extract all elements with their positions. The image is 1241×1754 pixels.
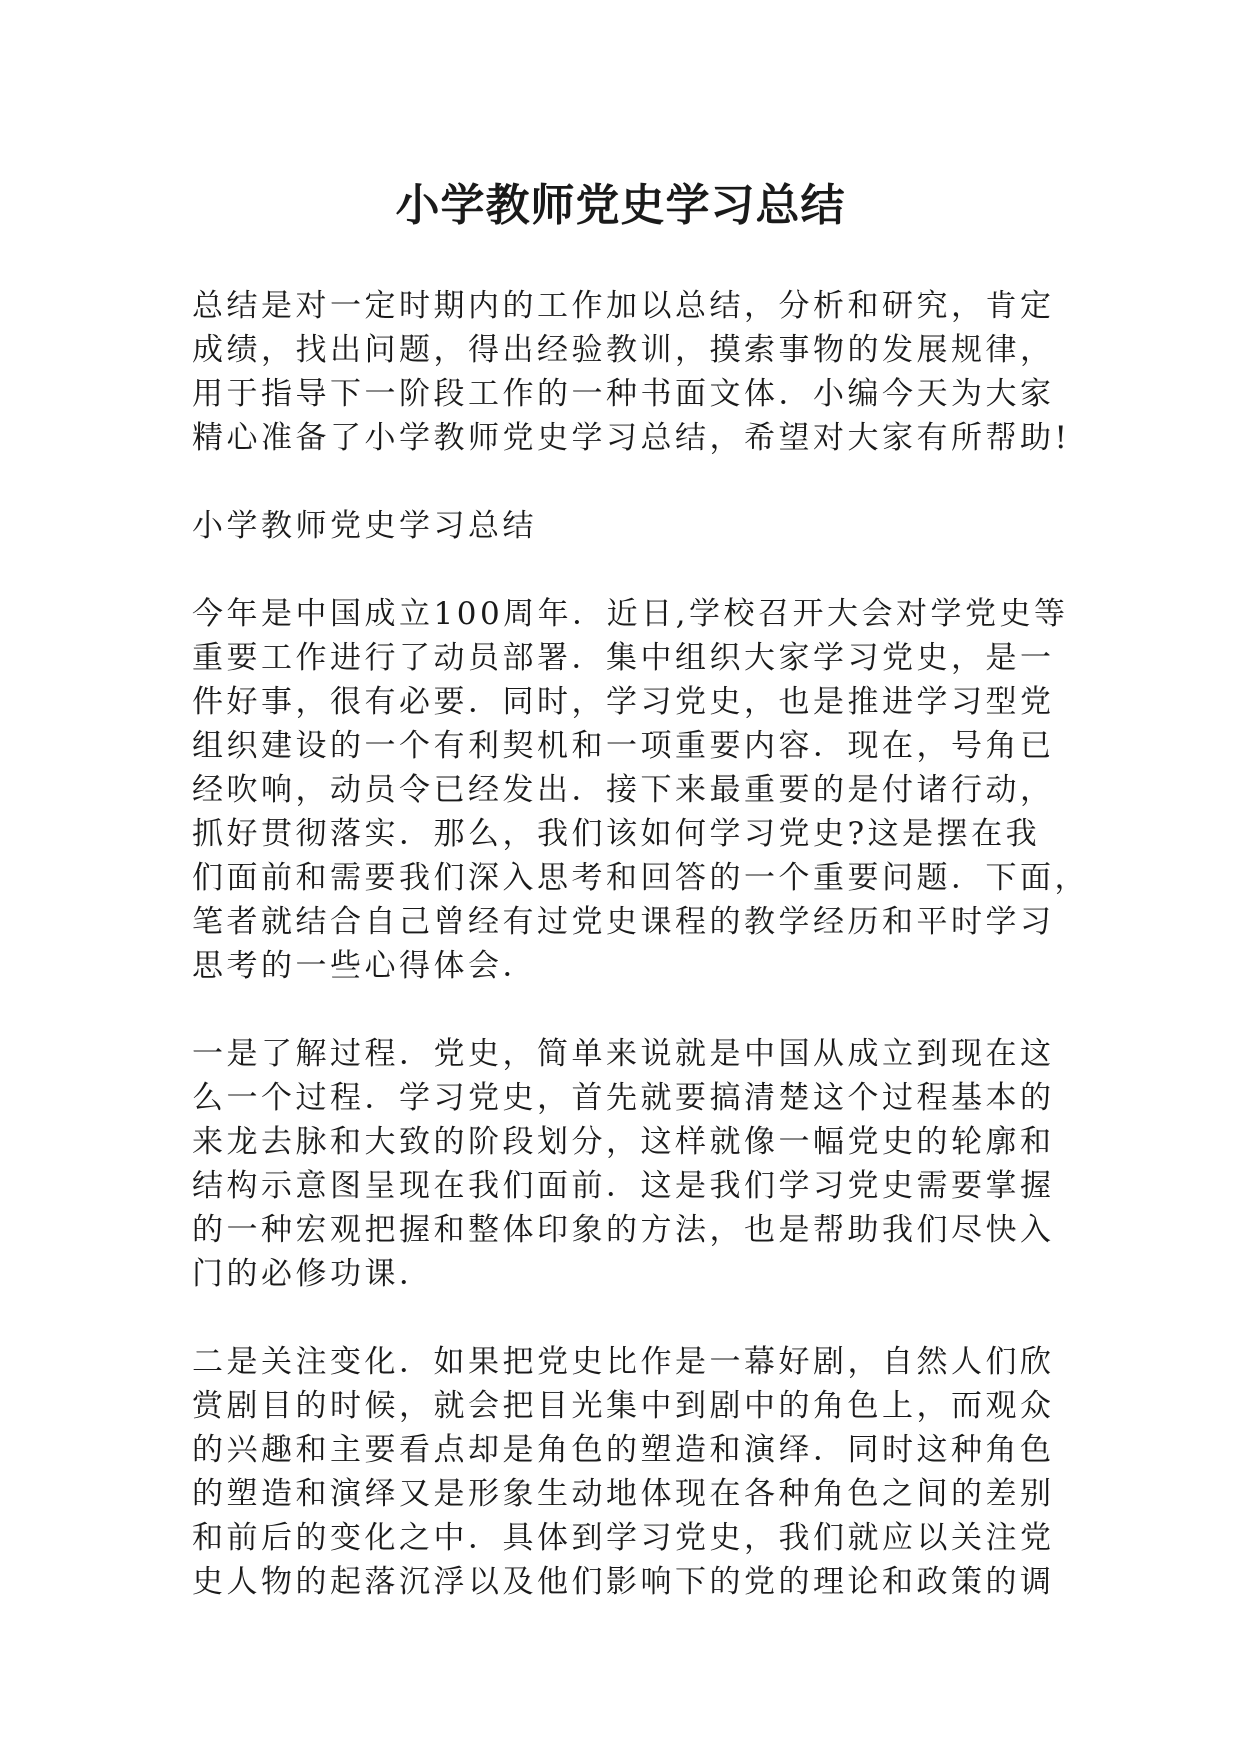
text-line: 的一种宏观把握和整体印象的方法，也是帮助我们尽快入 bbox=[192, 1212, 1055, 1248]
text-line: 的塑造和演绎又是形象生动地体现在各种角色之间的差别 bbox=[192, 1476, 1055, 1512]
text-line: 二是关注变化．如果把党史比作是一幕好剧，自然人们欣 bbox=[192, 1344, 1055, 1380]
text-line: 总结是对一定时期内的工作加以总结，分析和研究，肯定 bbox=[192, 288, 1055, 324]
text-line: 赏剧目的时候，就会把目光集中到剧中的角色上，而观众 bbox=[192, 1388, 1055, 1424]
text-line: 成绩，找出问题，得出经验教训，摸索事物的发展规律， bbox=[192, 332, 1055, 368]
text-line: 笔者就结合自己曾经有过党史课程的教学经历和平时学习 bbox=[192, 904, 1055, 940]
paragraph-point-one bbox=[192, 1032, 1055, 1296]
text-line: 一是了解过程．党史，简单来说就是中国从成立到现在这 bbox=[192, 1036, 1055, 1072]
text-line: 来龙去脉和大致的阶段划分，这样就像一幅党史的轮廓和 bbox=[192, 1124, 1055, 1160]
paragraph-gap bbox=[192, 460, 1052, 504]
text-line: 思考的一些心得体会． bbox=[192, 948, 537, 984]
text-line: 小学教师党史学习总结 bbox=[192, 508, 537, 544]
text-line: 的兴趣和主要看点却是角色的塑造和演绎．同时这种角色 bbox=[192, 1432, 1055, 1468]
text-line: 结构示意图呈现在我们面前．这是我们学习党史需要掌握 bbox=[192, 1168, 1055, 1204]
text-line: 们面前和需要我们深入思考和回答的一个重要问题．下面， bbox=[192, 860, 1089, 896]
paragraph-intro bbox=[192, 284, 1071, 460]
paragraph-point-two bbox=[192, 1340, 1055, 1604]
paragraph-subheading bbox=[192, 504, 1052, 548]
paragraph-gap bbox=[192, 1296, 1052, 1340]
text-line: 用于指导下一阶段工作的一种书面文体．小编今天为大家 bbox=[192, 376, 1055, 412]
document-title: 小学教师党史学习总结 bbox=[395, 180, 846, 231]
text-line: 重要工作进行了动员部署．集中组织大家学习党史，是一 bbox=[192, 640, 1055, 676]
text-line: 精心准备了小学教师党史学习总结，希望对大家有所帮助! bbox=[192, 420, 1071, 456]
text-line: 组织建设的一个有利契机和一项重要内容．现在，号角已 bbox=[192, 728, 1055, 764]
text-line: 经吹响，动员令已经发出．接下来最重要的是付诸行动， bbox=[192, 772, 1055, 808]
text-line: 史人物的起落沉浮以及他们影响下的党的理论和政策的调 bbox=[192, 1564, 1055, 1600]
text-line: 和前后的变化之中．具体到学习党史，我们就应以关注党 bbox=[192, 1520, 1055, 1556]
text-line: 么一个过程．学习党史，首先就要搞清楚这个过程基本的 bbox=[192, 1080, 1055, 1116]
text-line: 今年是中国成立100周年．近日,学校召开大会对学党史等 bbox=[192, 596, 1069, 632]
text-line: 抓好贯彻落实．那么，我们该如何学习党史?这是摆在我 bbox=[192, 816, 1041, 852]
paragraph-opening bbox=[192, 592, 1089, 988]
document-body bbox=[192, 284, 1089, 1604]
text-line: 件好事，很有必要．同时，学习党史，也是推进学习型党 bbox=[192, 684, 1055, 720]
paragraph-gap bbox=[192, 988, 1052, 1032]
paragraph-gap bbox=[192, 548, 1052, 592]
text-line: 门的必修功课． bbox=[192, 1256, 434, 1292]
